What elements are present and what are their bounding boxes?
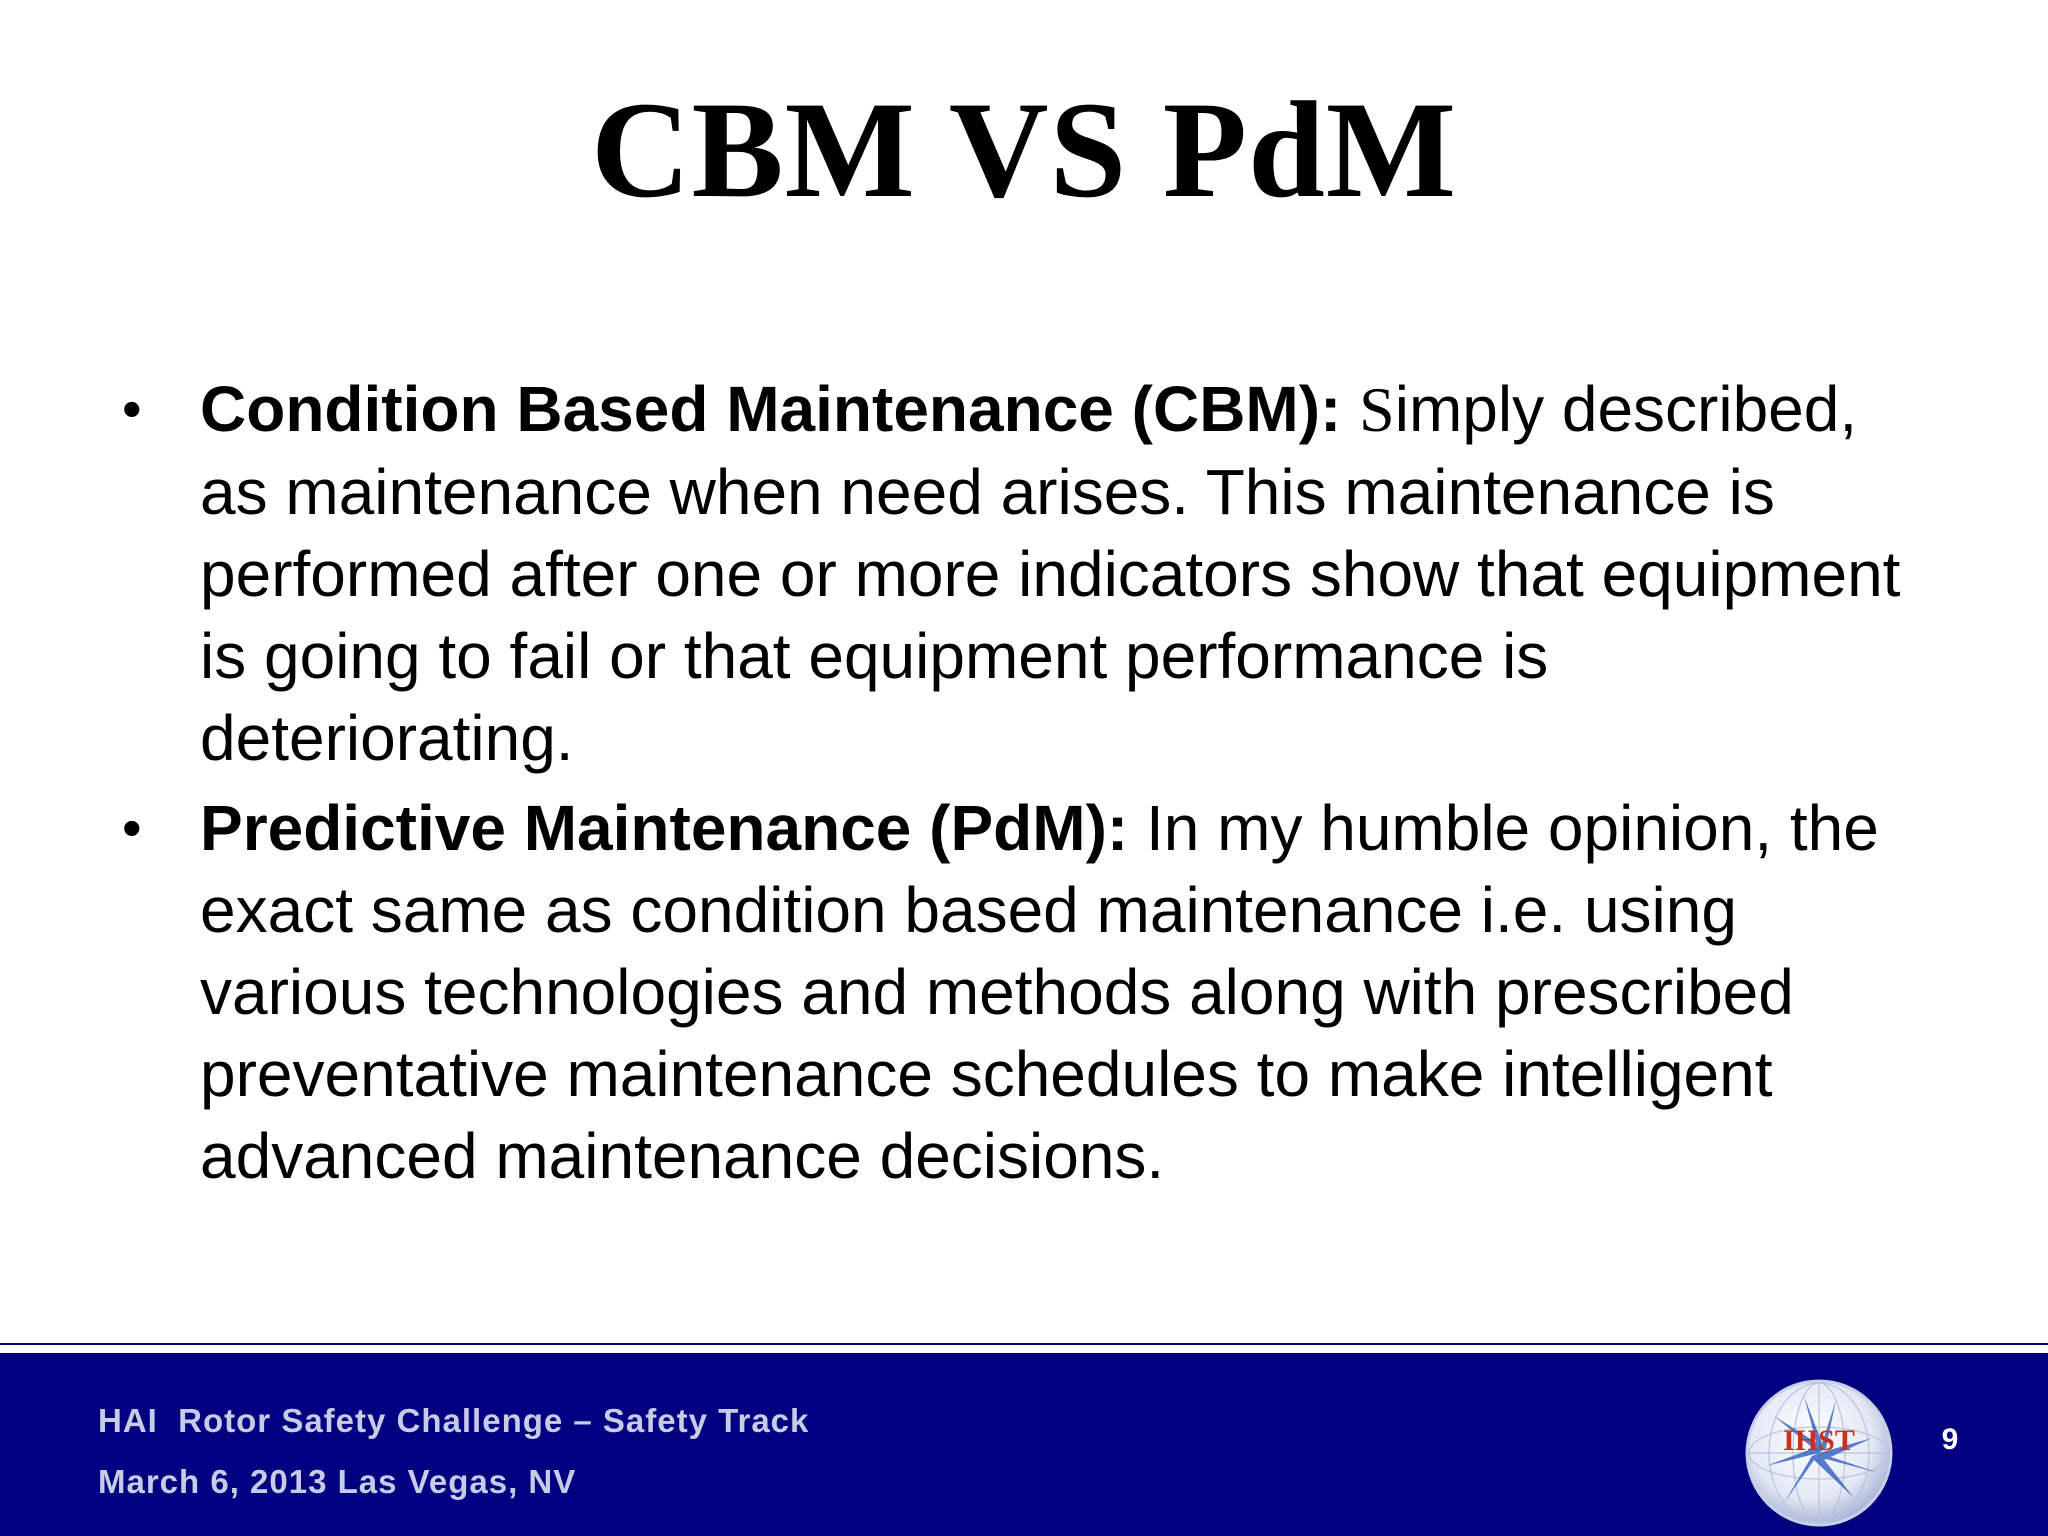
footer-bar [0, 1353, 2048, 1536]
bullet-text: In my humble opinion, the exact same as condition based maintenance i.e. using various technologies and methods along with prescribed preventative maintenance schedules to make intelligent advanced maintenance decisions. [200, 792, 1879, 1192]
page-number: 9 [1941, 1423, 1959, 1456]
bullet-list [120, 368, 1920, 1205]
ihst-logo [1744, 1378, 1894, 1528]
footer-event-date: March 6, 2013 Las Vegas, NV [98, 1463, 577, 1500]
bullet-first-letter: S [1359, 374, 1395, 445]
bullet-pdm [120, 787, 1920, 1197]
footer-divider [0, 1343, 2048, 1345]
slide-title: CBM VS PdM [590, 73, 1458, 226]
bullet-cbm [120, 368, 1920, 779]
bullet-text: imply described, as maintenance when need arises. This maintenance is performed after one or more indicators show that equipment is going to fail or that equipment performance is deteriorating. [200, 373, 1901, 774]
logo-text: IHST [1783, 1424, 1855, 1457]
bullet-marker: • [122, 377, 142, 440]
bullet-term: Predictive Maintenance (PdM): [200, 792, 1129, 864]
bullet-marker: • [122, 796, 142, 859]
footer-event-title: HAI Rotor Safety Challenge – Safety Track [98, 1402, 810, 1439]
bullet-term: Condition Based Maintenance (CBM): [200, 373, 1342, 445]
